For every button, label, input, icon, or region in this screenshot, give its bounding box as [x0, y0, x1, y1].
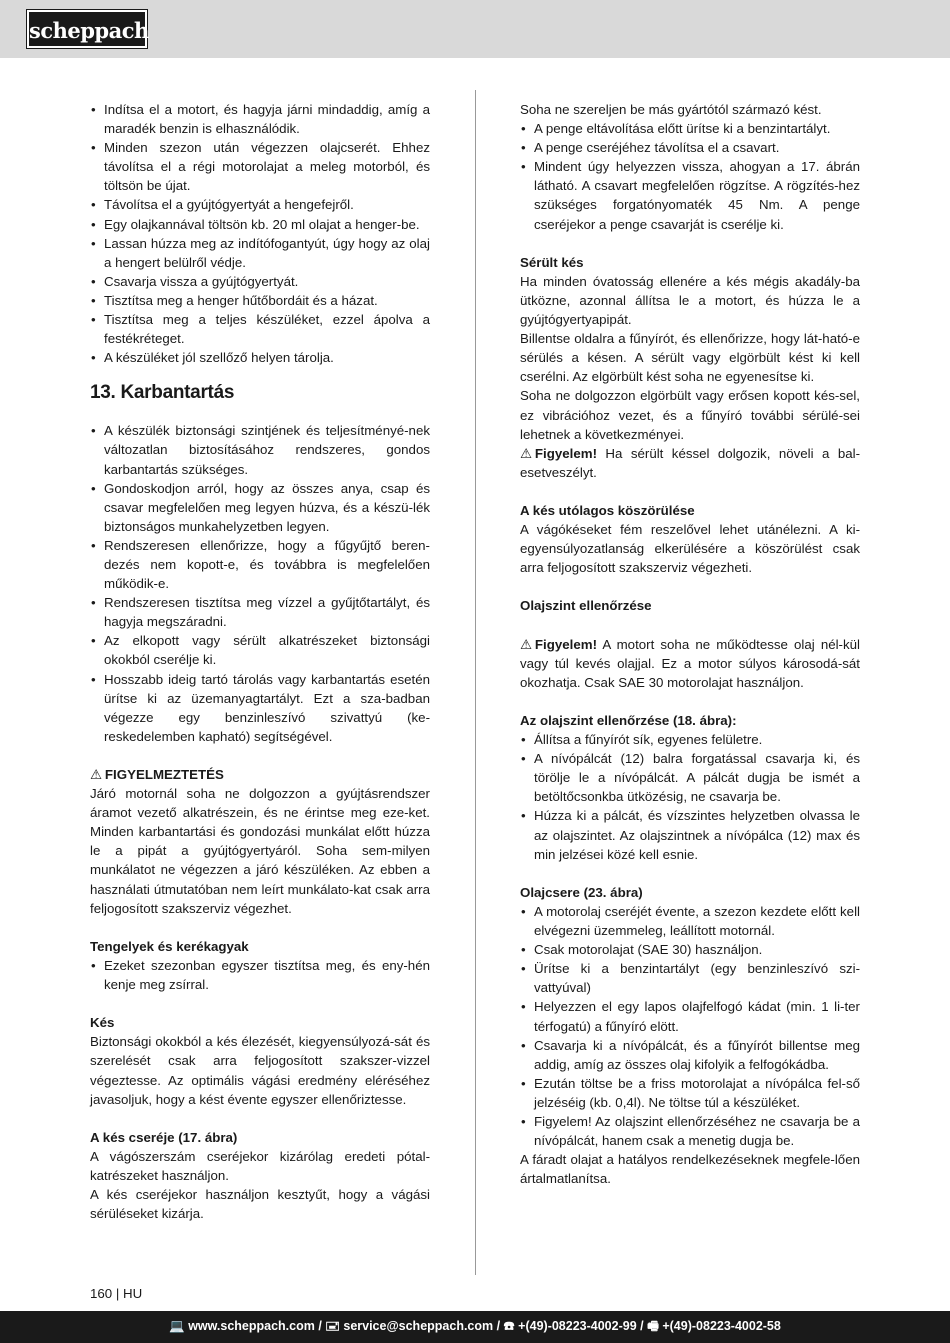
warning-heading [90, 765, 430, 784]
list-item: • Állítsa a fűnyírót sík, egyenes felületre. [520, 730, 860, 749]
damaged-knife-warning [520, 444, 860, 482]
list-item: • Húzza ki a pálcát, és vízszintes helyzetben olvassa le az olajszintet. Az olajszintnek a nívópálca (12) max és min jelzései közé kell esnie. [520, 806, 860, 863]
list-item: • Egy olajkannával töltsön kb. 20 ml olajat a henger-be. [90, 215, 430, 234]
list-item: • Rendszeresen tisztítsa meg vízzel a gyűjtőtartályt, és hagyja megszáradni. [90, 593, 430, 631]
right-column [520, 100, 860, 1188]
warning-label: Figyelem! [534, 636, 597, 652]
list-item: • Gondoskodjon arról, hogy az összes anya, csap és csavar megfelelően meg legyen húzva, és a készü-lék biztonságos munkahelyzetben legyen. [90, 479, 430, 536]
knife-change-steps-list [520, 119, 860, 234]
intro-text: Soha ne szereljen be más gyártótól származó kést. [520, 102, 822, 117]
warning-label: Figyelem! [534, 445, 597, 461]
damaged-knife-paragraph: Soha ne dolgozzon elgörbült vagy erősen kopott kés-sel, ez vibrációhoz vezet, és a fűnyíró további sérülé-sei lehetnek a következményei. [520, 388, 860, 442]
warning-icon: ⚠ [90, 767, 102, 782]
oil-change-heading: Olajcsere (23. ábra) [520, 884, 643, 900]
oil-change-list [520, 902, 860, 1150]
list-item: • Indítsa el a motort, és hagyja járni mindaddig, amíg a maradék benzin is elhasználódik. [90, 100, 430, 138]
damaged-knife-heading: Sérült kés [520, 254, 584, 270]
warning-text: Ha sérült késsel dolgozik, növeli a bal-esetveszélyt. [520, 445, 860, 480]
list-item: • Tisztítsa meg a teljes készüléket, ezzel ápolva a festékréteget. [90, 310, 430, 348]
header-bar [0, 0, 950, 58]
list-item: • Csavarja vissza a gyújtógyertyát. [90, 272, 430, 291]
column-divider [475, 90, 476, 1275]
warning-icon: ⚠ [520, 636, 532, 652]
damaged-knife-paragraph: Ha minden óvatosság ellenére a kés mégis akadály-ba ütközne, azonnal állítsa le a motort, és húzza le a gyújtógyertyapipát. [520, 273, 860, 328]
axles-heading: Tengelyek és kerékagyak [90, 938, 249, 954]
list-item: • A készülék biztonsági szintjének és teljesítményé-nek változatlan biztosításához rendszeres, gondos karbantartás szükséges. [90, 421, 430, 478]
oil-check-heading: Olajszint ellenőrzése [520, 598, 652, 614]
section-title: 13. Karbantartás [90, 382, 235, 404]
storage-steps-list [90, 100, 430, 367]
list-item: • A motorolaj cseréjét évente, a szezon kezdete előtt kell elvégezni üzemmeleg, leállított motornál. [520, 902, 860, 940]
list-item: • Csak motorolajat (SAE 30) használjon. [520, 940, 860, 959]
list-item: • Csavarja ki a nívópálcát, és a fűnyírót billentse meg addig, amíg az összes olaj kifolyik a felfogókádba. [520, 1036, 860, 1074]
knife-text: Biztonsági okokból a kés élezését, kiegyensúlyozá-sát és szerelését csak arra feljogosított szakszer-vizzel végeztesse. Az optimális vágási eredmény eléréséhez javasoljuk, hogy a kést évente egyszer ellenőriztesse. [90, 1034, 430, 1107]
list-item: • Hosszabb ideig tartó tárolás vagy karbantartás esetén ürítse ki az üzemanyagtartályt. Ezt a sza-badban végezze egy benzinleszívó szivattyú (ke-reskedelemben kapható) segítségével. [90, 670, 430, 746]
damaged-knife-paragraph: Billentse oldalra a fűnyírót, és ellenőrizze, hogy lát-ható-e sérülés a késen. A sérült vagy elgörbült kést ki kell cserélni. Az elgörbült kést soha ne egyenesítse ki. [520, 331, 860, 385]
list-item: • Távolítsa el a gyújtógyertyát a hengefejről. [90, 195, 430, 214]
warning-icon: ⚠ [520, 445, 532, 461]
knife-change-heading: A kés cseréje (17. ábra) [90, 1129, 238, 1145]
footer-contact-text: 💻 www.scheppach.com / 🖃 service@scheppach.com / ☎ +(49)-08223-4002-99 / 🖷 +(49)-08223-4002-58 [169, 1319, 781, 1333]
footer-contact-bar [0, 1311, 950, 1343]
warning-text: A motort soha ne működtesse olaj nél-kül vagy túl kevés olajjal. Ez a motor súlyos károsodá-sát okozhatja. Csak SAE 30 motorolajat használjon. [520, 636, 860, 690]
knife-change-paragraph: A kés cseréjekor használjon kesztyűt, hogy a vágási sérüléseket kizárja. [90, 1187, 430, 1222]
sharpen-heading: A kés utólagos köszörülése [520, 502, 695, 518]
knife-heading: Kés [90, 1015, 115, 1031]
list-item: • Rendszeresen ellenőrizze, hogy a fűgyűjtő beren-dezés nem kopott-e, és továbbra is megfelelően működik-e. [90, 536, 430, 593]
list-item: • Minden szezon után végezzen olajcserét. Ehhez távolítsa el a régi motorolajat a meleg motorból, és töltsön be újat. [90, 138, 430, 195]
list-item: • A penge eltávolítása előtt ürítse ki a benzintartályt. [520, 119, 860, 138]
oil-level-list [520, 730, 860, 864]
list-item: • Ezeket szezonban egyszer tisztítsa meg, és eny-hén kenje meg zsírral. [90, 956, 430, 994]
axles-list [90, 956, 430, 994]
list-item: • A készüléket jól szellőző helyen tárolja. [90, 348, 430, 367]
list-item: • Mindent úgy helyezzen vissza, ahogyan a 17. ábrán látható. A csavart megfelelően rögzítse. A rögzítés-hez szükséges forgatónyomaték 45 Nm. A penge cseréjekor a penge csavarját is cserélje ki. [520, 157, 860, 233]
warning-text: Járó motornál soha ne dolgozzon a gyújtásrendszer áramot vezető alkatrészein, és ne érintse meg eze-ket. Minden karbantartási és gondozási munkálat előtt húzza le a pipát a gyújtógyertyáról. Soha sem-milyen munkálatot ne végezzen a járó készüléken. Az ebben a használati útmutatóban nem leírt munkálato-kat csak arra feljogosított szakszerviz végezhet. [90, 786, 430, 916]
list-item: • Helyezzen el egy lapos olajfelfogó kádat (min. 1 li-ter térfogatú) a fűnyíró elött. [520, 997, 860, 1035]
knife-change-paragraph: A vágószerszám cseréjekor kizárólag eredeti pótal-katrészeket használjon. [90, 1148, 430, 1183]
list-item: • Figyelem! Az olajszint ellenőrzéséhez ne csavarja be a nívópálcát, hanem csak a menetig dugja be. [520, 1112, 860, 1150]
oil-warning [520, 635, 860, 692]
disposal-text: A fáradt olajat a hatályos rendelkezéseknek megfele-lően ártalmatlanítsa. [520, 1152, 860, 1187]
list-item: • A penge cseréjéhez távolítsa el a csavart. [520, 138, 860, 157]
warning-title: FIGYELMEZTETÉS [104, 767, 224, 782]
sharpen-text: A vágókéseket fém reszelővel lehet utánélezni. A ki-egyensúlyozatlanság elkerülésére a köszörülést csak arra feljogosított szakszerviz végezheti. [520, 522, 860, 576]
list-item: • Az elkopott vagy sérült alkatrészeket biztonsági okokból cserélje ki. [90, 631, 430, 669]
page-number: 160 | HU [90, 1286, 143, 1301]
list-item: • Lassan húzza meg az indítófogantyút, úgy hogy az olaj a hengert belülről védje. [90, 234, 430, 272]
list-item: • Tisztítsa meg a henger hűtőbordáit és a házat. [90, 291, 430, 310]
list-item: • Ezután töltse be a friss motorolajat a nívópálca fel-ső jelzéséig (kb. 0,4l). Ne töltse túl a készüléket. [520, 1074, 860, 1112]
maintenance-list [90, 421, 430, 746]
scheppach-logo: scheppach [27, 10, 147, 48]
list-item: • A nívópálcát (12) balra forgatással csavarja ki, és törölje le a nívópálcát. A pálcát dugja be ismét a betöltőcsonkba ütközésig, ne csavarja be. [520, 749, 860, 806]
left-column [90, 100, 430, 1223]
oil-level-heading: Az olajszint ellenőrzése (18. ábra): [520, 713, 737, 728]
list-item: • Ürítse ki a benzintartályt (egy benzinleszívó szi-vattyúval) [520, 959, 860, 997]
